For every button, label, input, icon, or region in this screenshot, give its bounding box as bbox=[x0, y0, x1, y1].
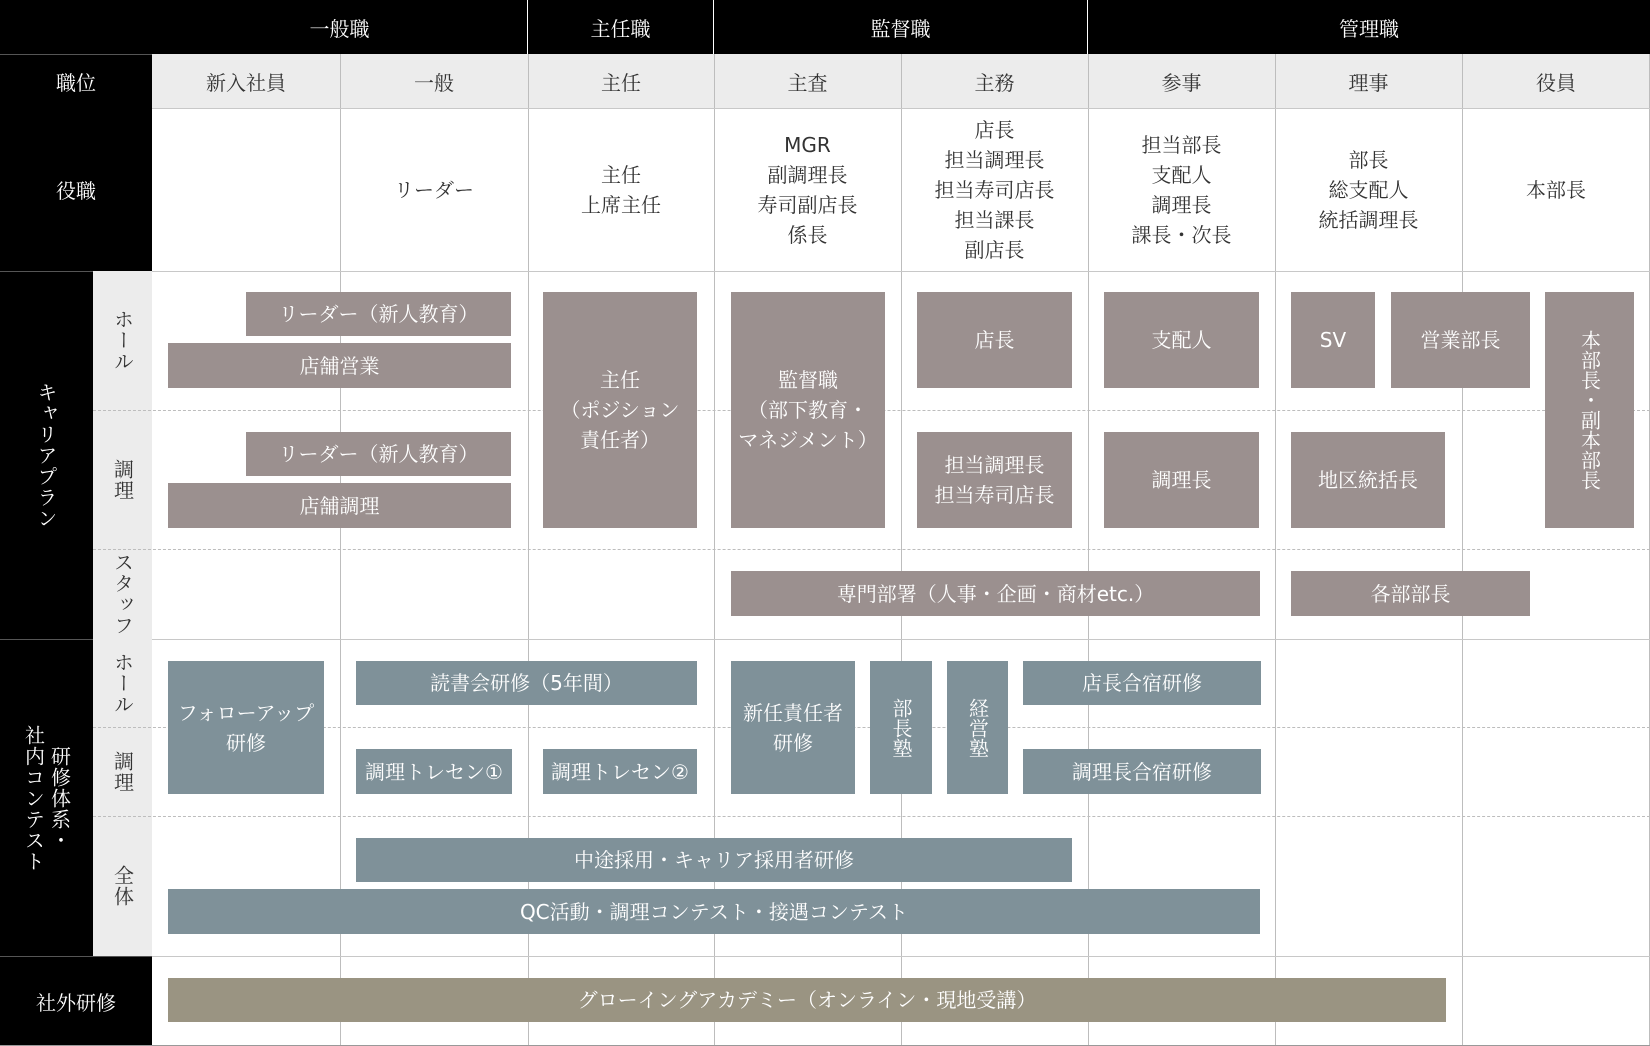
training-header bbox=[0, 639, 93, 956]
role-cell: 本部長 bbox=[1526, 177, 1586, 202]
position-header: 職位 bbox=[0, 54, 152, 108]
category-kantoku: 監督職 bbox=[714, 0, 1088, 54]
position-cell: 理事 bbox=[1275, 54, 1462, 108]
career-box-sv: SV bbox=[1291, 292, 1375, 388]
role-cell bbox=[152, 108, 340, 271]
career-box-tanto-chori: 担当調理長 担当寿司店長 bbox=[917, 432, 1072, 528]
training-sub-hall-label: ホール bbox=[110, 651, 135, 715]
position-cell: 参事 bbox=[1088, 54, 1275, 108]
career-plan-label: キャリアプラン bbox=[34, 382, 58, 529]
career-sub-staff bbox=[93, 549, 152, 639]
training-box-buchojuku bbox=[870, 661, 932, 794]
training-sub-cook-label: 調理 bbox=[110, 750, 135, 793]
training-sub-all-label: 全体 bbox=[110, 865, 135, 907]
dashed-divider bbox=[93, 549, 1650, 550]
grid-line bbox=[1462, 54, 1463, 1046]
training-box-keieijuku-label: 経営塾 bbox=[965, 697, 990, 758]
role-cell: MGR 副調理長 寿司副店長 係長 bbox=[757, 132, 858, 247]
training-box-trainee1: 調理トレセン① bbox=[356, 749, 512, 794]
training-box-keieijuku bbox=[947, 661, 1008, 794]
training-box-qc: QC活動・調理コンテスト・接遇コンテスト bbox=[168, 889, 1260, 934]
career-box-supervisor: 監督職 （部下教育・ マネジメント） bbox=[731, 292, 885, 528]
career-box-senmon: 専門部署（人事・企画・商材etc.） bbox=[731, 571, 1260, 616]
career-box-eigyo-bucho: 営業部長 bbox=[1391, 292, 1530, 388]
training-box-shinnin: 新任責任者 研修 bbox=[731, 661, 855, 794]
career-box-honbucho bbox=[1545, 292, 1634, 528]
category-ippan: 一般職 bbox=[152, 0, 528, 54]
career-box-tencho: 店長 bbox=[917, 292, 1072, 388]
career-box-leader-cook: リーダー（新人教育） bbox=[246, 432, 511, 476]
training-sub-hall bbox=[93, 639, 152, 727]
external-header: 社外研修 bbox=[0, 956, 152, 1046]
position-cell: 一般 bbox=[340, 54, 528, 108]
dashed-divider bbox=[93, 816, 1650, 817]
training-box-buchojuku-label: 部長塾 bbox=[889, 697, 913, 758]
corner-cell bbox=[0, 0, 152, 54]
position-cell: 主務 bbox=[901, 54, 1088, 108]
career-sub-cook-label: 調理 bbox=[110, 458, 135, 501]
training-label: 研修体系・ 社内コンテスト bbox=[21, 724, 72, 872]
training-box-followup: フォローアップ 研修 bbox=[168, 661, 324, 794]
role-cell: 店長 担当調理長 担当寿司店長 担当課長 副店長 bbox=[934, 117, 1055, 262]
career-box-shunin: 主任 （ポジション 責任者） bbox=[543, 292, 697, 528]
career-box-store-sales: 店舗営業 bbox=[168, 343, 511, 388]
career-box-choricho: 調理長 bbox=[1104, 432, 1259, 528]
external-box: グローイングアカデミー（オンライン・現地受講） bbox=[168, 978, 1446, 1022]
role-cell: 主任 上席主任 bbox=[581, 162, 661, 217]
career-box-chiku: 地区統括長 bbox=[1291, 432, 1445, 528]
category-shunin: 主任職 bbox=[528, 0, 714, 54]
career-box-store-cook: 店舗調理 bbox=[168, 483, 511, 528]
career-box-shihainin: 支配人 bbox=[1104, 292, 1259, 388]
career-sub-hall bbox=[93, 271, 152, 410]
grid-line bbox=[152, 271, 1650, 272]
career-plan-header bbox=[0, 271, 93, 639]
training-box-chuto: 中途採用・キャリア採用者研修 bbox=[356, 838, 1072, 882]
position-cell: 主査 bbox=[714, 54, 901, 108]
grid-line bbox=[152, 108, 1650, 109]
training-box-trainee2: 調理トレセン② bbox=[543, 749, 697, 794]
position-cell: 新入社員 bbox=[152, 54, 340, 108]
training-box-tencho-gasshuku: 店長合宿研修 bbox=[1023, 661, 1261, 705]
career-sub-staff-label: スタッフ bbox=[110, 552, 135, 636]
training-sub-cook bbox=[93, 727, 152, 816]
career-box-kakubu: 各部部長 bbox=[1291, 571, 1530, 616]
grid-line bbox=[152, 639, 1650, 640]
career-sub-cook bbox=[93, 410, 152, 549]
grid-line bbox=[1275, 54, 1276, 1046]
role-cell: 部長 総支配人 統括調理長 bbox=[1318, 147, 1419, 232]
training-box-choricho-gasshuku: 調理長合宿研修 bbox=[1023, 749, 1261, 794]
career-sub-hall-label: ホール bbox=[110, 309, 135, 372]
career-box-leader-hall: リーダー（新人教育） bbox=[246, 292, 511, 336]
position-cell: 役員 bbox=[1462, 54, 1650, 108]
role-cell: リーダー bbox=[394, 177, 474, 202]
position-cell: 主任 bbox=[528, 54, 714, 108]
category-kanri: 管理職 bbox=[1088, 0, 1650, 54]
role-header: 役職 bbox=[0, 108, 152, 271]
role-cell: 担当部長 支配人 調理長 課長・次長 bbox=[1131, 132, 1232, 247]
training-box-dokusho: 読書会研修（5年間） bbox=[356, 661, 697, 705]
grid-line bbox=[152, 956, 1650, 957]
training-sub-all bbox=[93, 816, 152, 956]
career-box-honbucho-label: 本部長・副本部長 bbox=[1577, 330, 1602, 490]
